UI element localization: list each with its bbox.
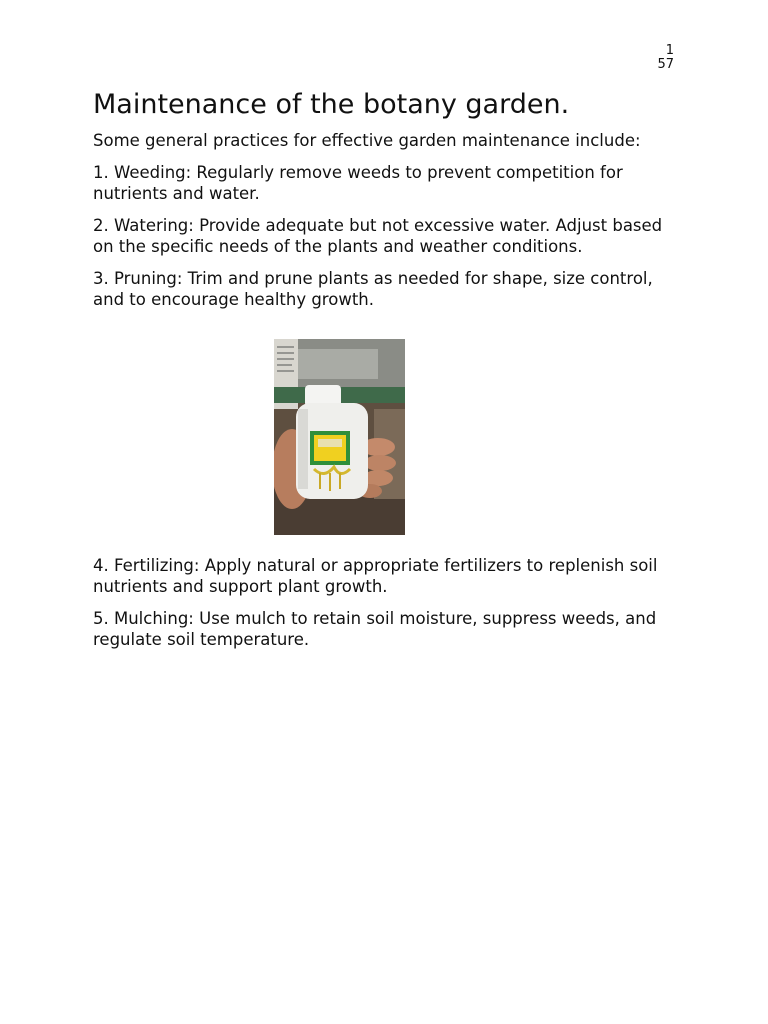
intro-paragraph: Some general practices for effective garden maintenance include: (93, 131, 641, 150)
page-title: Maintenance of the botany garden. (93, 89, 570, 120)
page-number-line-1: 1 (665, 43, 674, 58)
list-item: 5. Mulching: Use mulch to retain soil moisture, suppress weeds, and regulate soil temperature. (93, 608, 657, 649)
photo-illustration (274, 339, 405, 535)
page-number (657, 44, 674, 72)
document-body (93, 88, 683, 661)
list-item: 4. Fertilizing: Apply natural or appropriate fertilizers to replenish soil nutrients and support plant growth. (93, 555, 658, 596)
list-item: 2. Watering: Provide adequate but not excessive water. Adjust based on the specific needs of the plants and weather conditions. (93, 215, 663, 256)
page-number-line-2: 57 (657, 57, 674, 72)
list-item: 1. Weeding: Regularly remove weeds to prevent competition for nutrients and water. (93, 162, 623, 203)
list-item: 3. Pruning: Trim and prune plants as needed for shape, size control, and to encourage healthy growth. (93, 268, 653, 309)
fertilizer-bottle-photo (274, 339, 405, 535)
